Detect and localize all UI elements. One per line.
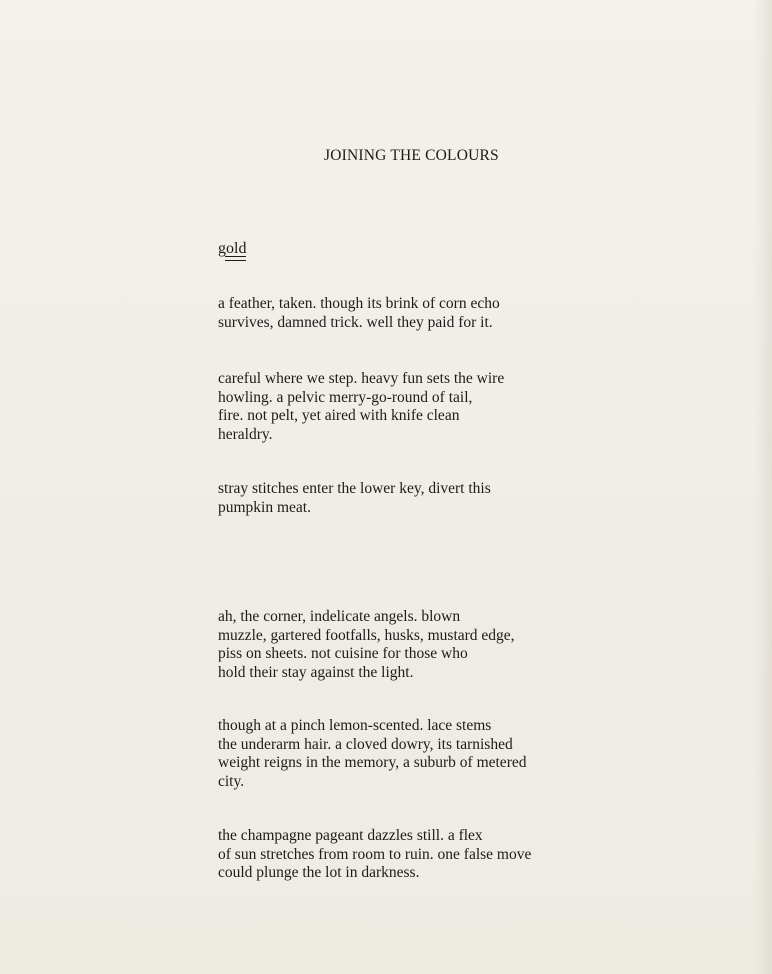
stanza-4 (218, 608, 515, 682)
poem-line: heraldry. (218, 425, 273, 443)
poem-line: the champagne pageant dazzles still. a flex (218, 827, 483, 844)
poem-line: could plunge the lot in darkness. (218, 864, 420, 881)
poem-line: of sun stretches from room to ruin. one false move (218, 845, 532, 863)
stanza-1 (218, 295, 500, 332)
poem-line: a feather, taken. though its brink of corn echo (218, 295, 500, 312)
poem-title: JOINING THE COLOURS (324, 147, 499, 164)
stanza-6 (218, 827, 531, 883)
stanza-2 (218, 370, 504, 444)
stanza-5 (218, 717, 526, 791)
poem-line: hold their stay against the light. (218, 663, 414, 681)
poem-line: pumpkin meat. (218, 498, 311, 516)
section-heading (218, 240, 246, 258)
poem-line: though at a pinch lemon-scented. lace stems (218, 717, 492, 734)
poem-line: careful where we step. heavy fun sets the wire (218, 370, 505, 387)
poem-line: stray stitches enter the lower key, divert this (218, 480, 491, 497)
poem-line: fire. not pelt, yet aired with knife clean (218, 407, 460, 424)
poem-line: city. (218, 772, 245, 790)
poem-line: the underarm hair. a cloved dowry, its tarnished (218, 735, 513, 753)
poem-line: weight reigns in the memory, a suburb of metered (218, 754, 527, 771)
section-heading-label: gold (218, 240, 247, 257)
poem-line: muzzle, gartered footfalls, husks, mustard edge, (218, 626, 515, 644)
poem-line: piss on sheets. not cuisine for those who (218, 645, 468, 662)
heading-double-underline (225, 256, 246, 261)
poem-line: ah, the corner, indelicate angels. blown (218, 608, 461, 625)
stanza-3 (218, 480, 491, 517)
poem-line: survives, damned trick. well they paid for it. (218, 313, 493, 331)
poem-line: howling. a pelvic merry-go-round of tail, (218, 388, 473, 406)
